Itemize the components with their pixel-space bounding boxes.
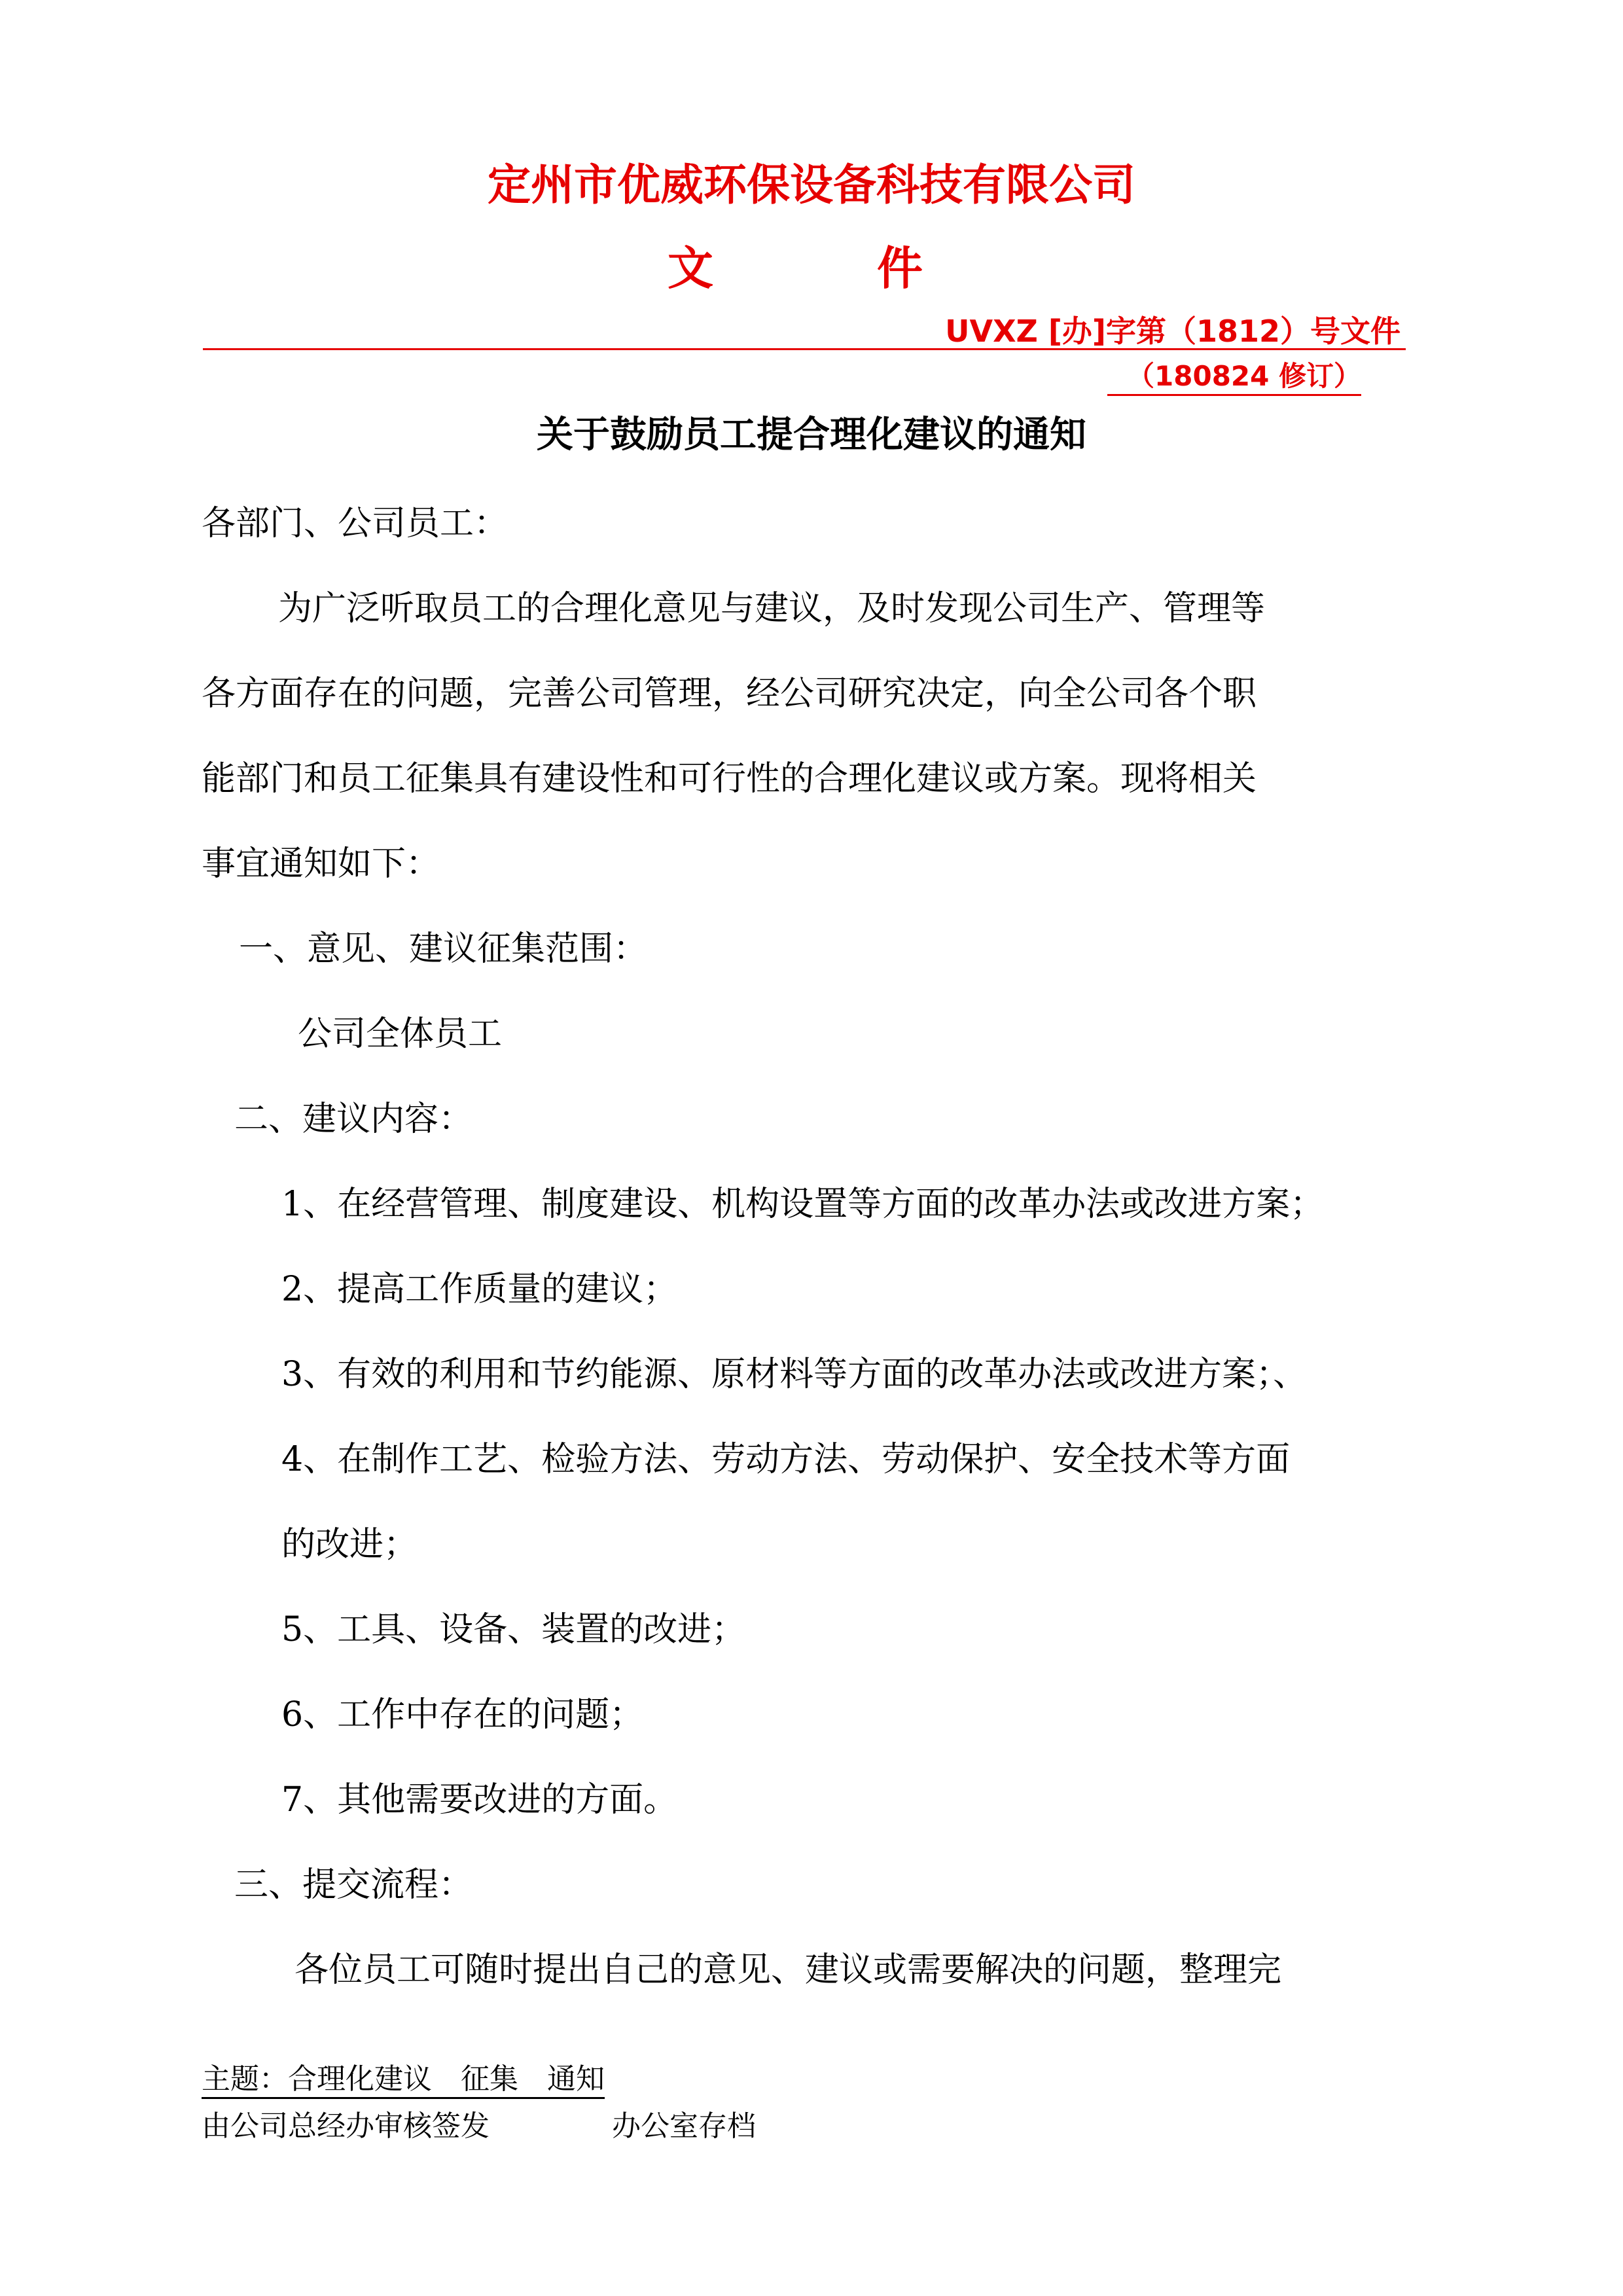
intro-line-2: 各方面存在的问题，完善公司管理，经公司研究决定，向全公司各个职 bbox=[202, 674, 1257, 713]
section1-content: 公司全体员工 bbox=[298, 1014, 503, 1054]
document-label bbox=[668, 239, 923, 298]
section2-item: 4、在制作工艺、检验方法、劳动方法、劳动保护、安全技术等方面 bbox=[281, 1440, 1291, 1479]
footer-archive: 办公室存档 bbox=[612, 2109, 756, 2143]
section2-item: 6、工作中存在的问题； bbox=[281, 1695, 644, 1734]
document-number: UVXZ [办]字第（1812）号文件 bbox=[945, 314, 1400, 349]
section2-item: 1、在经营管理、制度建设、机构设置等方面的改革办法或改进方案； bbox=[281, 1185, 1325, 1224]
document-label-char-2: 件 bbox=[877, 242, 923, 295]
section2-heading: 二、建议内容： bbox=[234, 1100, 473, 1139]
intro-line-1: 为广泛听取员工的合理化意见与建议，及时发现公司生产、管理等 bbox=[278, 589, 1266, 628]
section2-item: 5、工具、设备、装置的改进； bbox=[281, 1610, 746, 1649]
section3-heading: 三、提交流程： bbox=[234, 1865, 473, 1905]
section3-content: 各位员工可随时提出自己的意见、建议或需要解决的问题，整理完 bbox=[294, 1950, 1282, 1990]
revision-date: （180824 修订） bbox=[1107, 359, 1361, 396]
section2-item: 7、其他需要改进的方面。 bbox=[281, 1780, 678, 1820]
section1-heading: 一、意见、建议征集范围： bbox=[239, 929, 648, 969]
section2-item-continuation: 的改进； bbox=[281, 1525, 418, 1564]
intro-line-4: 事宜通知如下： bbox=[202, 844, 440, 884]
header-divider bbox=[203, 348, 1406, 350]
footer-subject-text: 主题：合理化建议 征集 通知 bbox=[202, 2062, 605, 2099]
intro-line-3: 能部门和员工征集具有建设性和可行性的合理化建议或方案。现将相关 bbox=[202, 759, 1257, 798]
footer-issuer: 由公司总经办审核签发 bbox=[202, 2109, 490, 2143]
footer-subject bbox=[202, 2060, 605, 2098]
company-name: 定州市优威环保设备科技有限公司 bbox=[488, 160, 1135, 210]
section2-item: 2、提高工作质量的建议； bbox=[281, 1270, 678, 1309]
salutation: 各部门、公司员工： bbox=[202, 504, 508, 543]
section2-item: 3、有效的利用和节约能源、原材料等方面的改革办法或改进方案；、 bbox=[281, 1355, 1308, 1394]
notice-title: 关于鼓励员工提合理化建议的通知 bbox=[537, 414, 1086, 456]
document-label-char-1: 文 bbox=[668, 242, 713, 295]
